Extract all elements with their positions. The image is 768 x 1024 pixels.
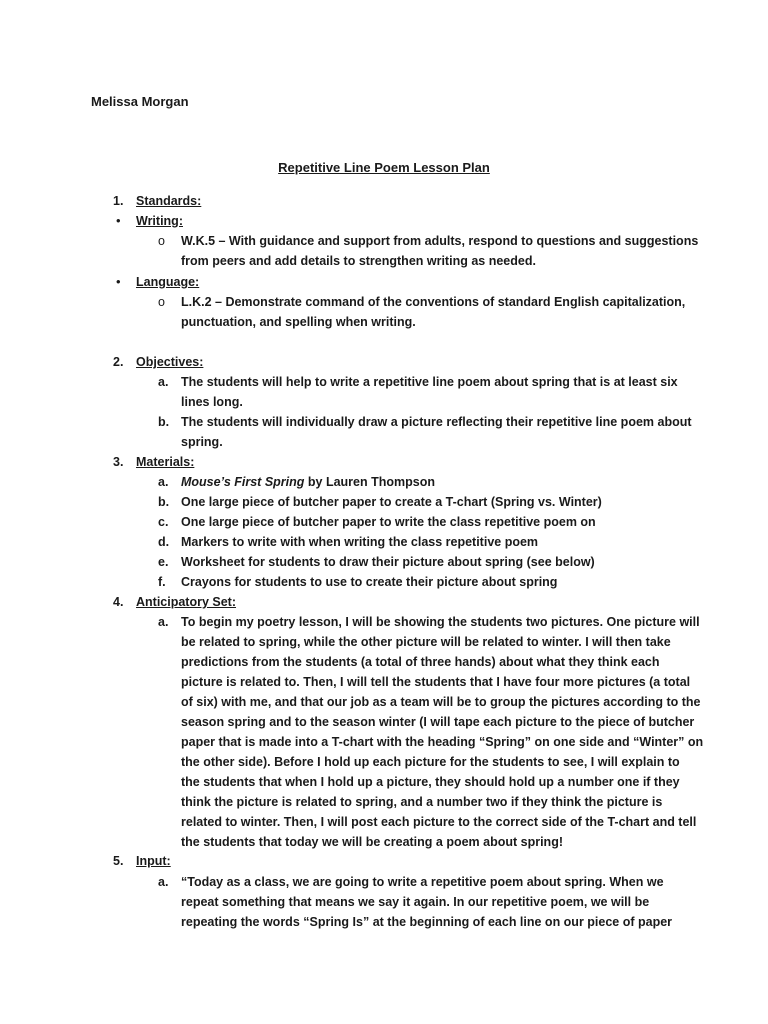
text-line: think the picture is related to spring, and a number two if they think the picture is bbox=[181, 795, 663, 809]
text-line: the other side). Before I hold up each picture for the students to see, I will explain to bbox=[181, 755, 680, 769]
section-number: 5. bbox=[113, 854, 124, 868]
list-item bbox=[181, 472, 435, 492]
text-line: the students that today we will be creating a poem about spring! bbox=[181, 835, 563, 849]
list-marker: a. bbox=[158, 375, 169, 389]
section-heading-input: Input: bbox=[136, 854, 171, 868]
author-name: Melissa Morgan bbox=[91, 94, 189, 109]
list-marker: c. bbox=[158, 515, 169, 529]
section-number: 1. bbox=[113, 194, 124, 208]
text-line: The students will individually draw a picture reflecting their repetitive line poem about bbox=[181, 415, 692, 429]
list-marker: f. bbox=[158, 575, 166, 589]
book-author: by Lauren Thompson bbox=[304, 475, 435, 489]
section-heading-materials: Materials: bbox=[136, 455, 195, 469]
text-line: repeating the words “Spring Is” at the beginning of each line on our piece of paper bbox=[181, 915, 673, 929]
text-line: To begin my poetry lesson, I will be showing the students two pictures. One picture will bbox=[181, 615, 700, 629]
list-item: Crayons for students to use to create their picture about spring bbox=[181, 575, 558, 589]
text-line: punctuation, and spelling when writing. bbox=[181, 315, 416, 329]
list-marker: a. bbox=[158, 475, 169, 489]
text-line: spring. bbox=[181, 435, 223, 449]
text-line: paper that is made into a T-chart with the heading “Spring” on one side and “Winter” on bbox=[181, 735, 704, 749]
list-item: Worksheet for students to draw their picture about spring (see below) bbox=[181, 555, 595, 569]
section-number: 2. bbox=[113, 355, 124, 369]
text-line: W.K.5 – With guidance and support from adults, respond to questions and suggestions bbox=[181, 234, 699, 248]
text-line: lines long. bbox=[181, 395, 243, 409]
subheading-language: Language: bbox=[136, 275, 200, 289]
section-number: 4. bbox=[113, 595, 124, 609]
list-marker: b. bbox=[158, 415, 170, 429]
subheading-writing: Writing: bbox=[136, 214, 183, 228]
text-line: repeat something that means we say it again. In our repetitive poem, we will be bbox=[181, 895, 650, 909]
book-title: Mouse’s First Spring bbox=[181, 475, 305, 489]
text-line: picture is related to. Then, I will tell the students that I have four more pictures (a total bbox=[181, 675, 691, 689]
section-heading-anticipatory-set: Anticipatory Set: bbox=[136, 595, 237, 609]
list-item: One large piece of butcher paper to create a T-chart (Spring vs. Winter) bbox=[181, 495, 602, 509]
sub-bullet-marker: o bbox=[158, 295, 165, 309]
text-line: of six) with me, and that our job as a team will be to group the pictures according to the bbox=[181, 695, 701, 709]
text-line: the students that when I hold up a picture, they should hold up a number one if they bbox=[181, 775, 680, 789]
text-line: The students will help to write a repetitive line poem about spring that is at least six bbox=[181, 375, 678, 389]
text-line: from peers and add details to strengthen writing as needed. bbox=[181, 254, 536, 268]
list-marker: d. bbox=[158, 535, 170, 549]
section-number: 3. bbox=[113, 455, 124, 469]
text-line: be related to spring, while the other picture will be related to winter. I will then take bbox=[181, 635, 671, 649]
bullet: • bbox=[116, 274, 121, 289]
list-marker: a. bbox=[158, 615, 169, 629]
text-line: “Today as a class, we are going to write a repetitive poem about spring. When we bbox=[181, 875, 664, 889]
list-marker: a. bbox=[158, 875, 169, 889]
list-marker: b. bbox=[158, 495, 170, 509]
bullet: • bbox=[116, 213, 121, 228]
list-item: One large piece of butcher paper to write the class repetitive poem on bbox=[181, 515, 596, 529]
text-line: season spring and to the season winter (I will tape each picture to the piece of butcher bbox=[181, 715, 695, 729]
section-heading-objectives: Objectives: bbox=[136, 355, 204, 369]
list-item: Markers to write with when writing the class repetitive poem bbox=[181, 535, 539, 549]
document-title: Repetitive Line Poem Lesson Plan bbox=[278, 160, 490, 175]
section-heading-standards: Standards: bbox=[136, 194, 202, 208]
text-line: related to winter. Then, I will post each picture to the correct side of the T-chart and tell bbox=[181, 815, 697, 829]
list-marker: e. bbox=[158, 555, 169, 569]
text-line: L.K.2 – Demonstrate command of the conventions of standard English capitalization, bbox=[181, 295, 686, 309]
text-line: predictions from the students (a total of three hands) about what they think each bbox=[181, 655, 660, 669]
sub-bullet-marker: o bbox=[158, 234, 165, 248]
